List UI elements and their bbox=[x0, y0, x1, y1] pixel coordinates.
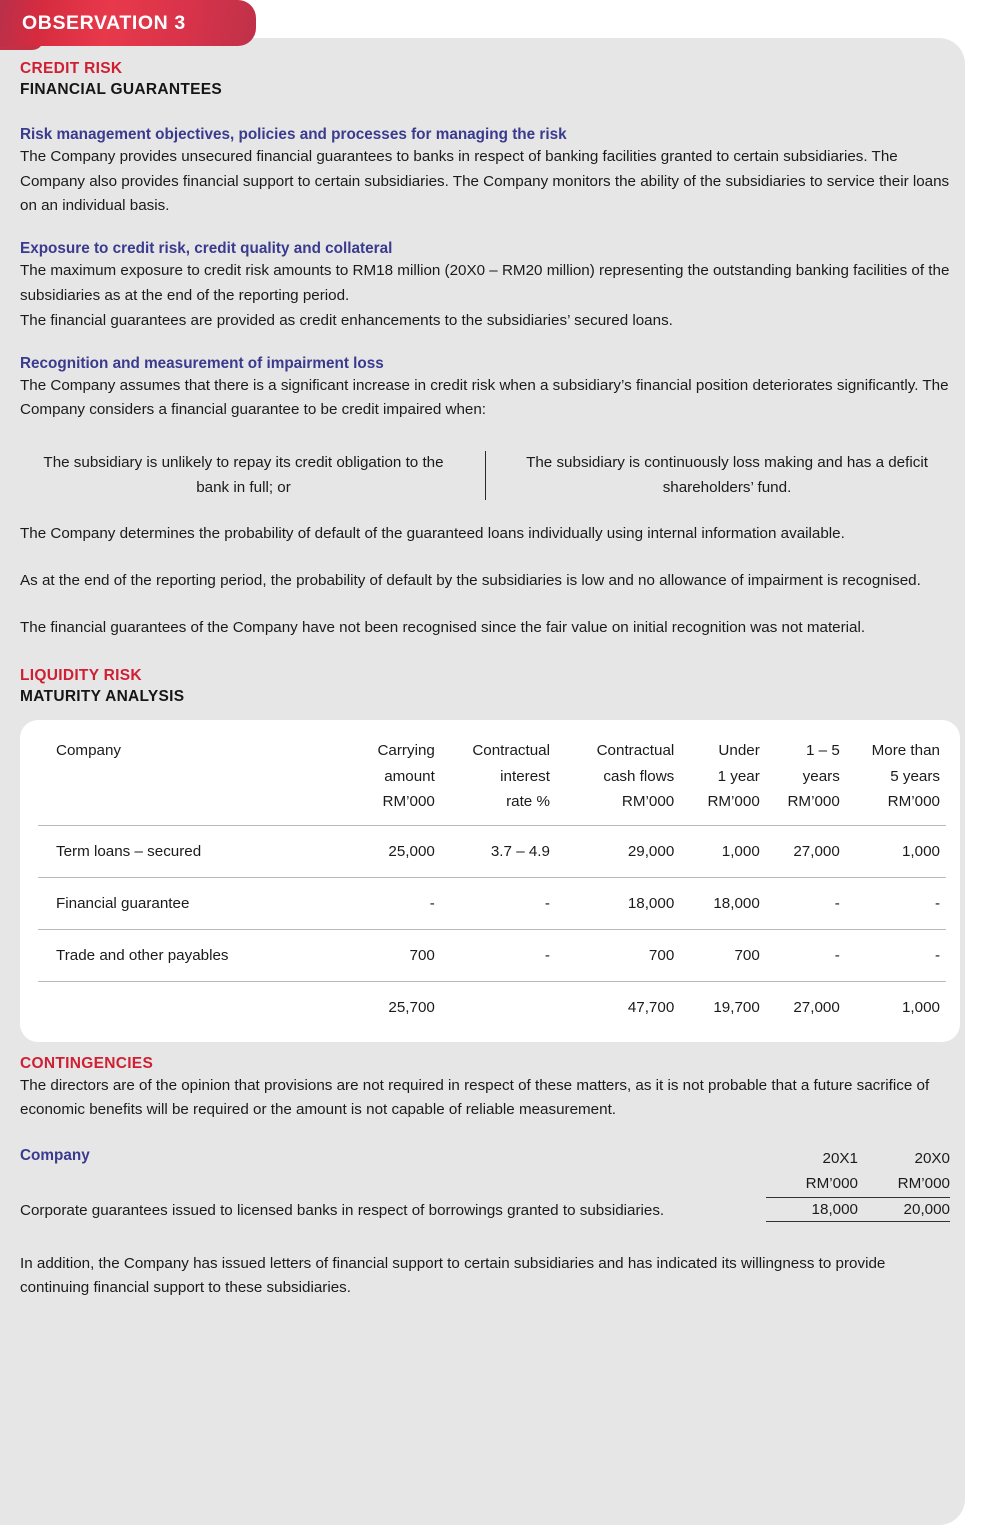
spacer bbox=[20, 640, 950, 667]
contingencies-year-1-label: 20X1 bbox=[822, 1149, 858, 1167]
header-1-to-5-years bbox=[766, 738, 846, 815]
contingencies-section bbox=[20, 1055, 950, 1301]
observation-tab bbox=[0, 0, 256, 46]
impairment-loss-heading: Recognition and measurement of impairment loss bbox=[20, 354, 384, 372]
no-allowance-paragraph: As at the end of the reporting period, the probability of default by the subsidiaries is low and no allowance of impairment is recognised. bbox=[20, 571, 921, 589]
table-header-row bbox=[38, 738, 946, 815]
contingencies-year-0-label: 20X0 bbox=[914, 1149, 950, 1167]
header-rule-cell bbox=[38, 815, 946, 826]
header-carrying-amount-line2: amount bbox=[384, 767, 435, 785]
row-cash-flows: 29,000 bbox=[627, 842, 675, 860]
spacer bbox=[20, 334, 950, 355]
spacer bbox=[20, 594, 950, 615]
contingencies-value-0: 20,000 bbox=[903, 1201, 950, 1219]
contingencies-table-header bbox=[20, 1147, 950, 1196]
maturity-analysis-card bbox=[20, 720, 960, 1042]
row-label: Financial guarantee bbox=[38, 877, 327, 929]
contingencies-year-0 bbox=[858, 1147, 950, 1196]
row-interest-rate: - bbox=[441, 877, 556, 929]
header-cash-flows-line1: Contractual bbox=[596, 742, 675, 760]
spacer bbox=[20, 99, 950, 126]
total-1-to-5-years: 27,000 bbox=[766, 981, 846, 1020]
row-label: Term loans – secured bbox=[56, 842, 202, 860]
row-under-1-year: 700 bbox=[680, 929, 766, 981]
contingencies-table bbox=[20, 1147, 950, 1224]
total-carrying-amount: 25,700 bbox=[327, 981, 440, 1020]
contingencies-year-1-unit: RM’000 bbox=[805, 1174, 858, 1192]
table-total-row bbox=[38, 981, 946, 1020]
contingencies-company-label: Company bbox=[20, 1146, 90, 1164]
header-cash-flows-line2: cash flows bbox=[603, 767, 675, 785]
row-carrying-amount: 25,000 bbox=[388, 842, 435, 860]
row-more-than-5-years: - bbox=[846, 877, 946, 929]
spacer bbox=[20, 547, 950, 568]
header-under-1-year-line1: Under bbox=[718, 742, 760, 760]
exposure-to-credit-risk-heading: Exposure to credit risk, credit quality and collateral bbox=[20, 239, 393, 257]
table-row bbox=[38, 877, 946, 929]
contingencies-item-values bbox=[766, 1197, 950, 1222]
liquidity-risk-heading: LIQUIDITY RISK bbox=[20, 667, 142, 685]
callout-condition-right: The subsidiary is continuously loss making and has a deficit shareholders’ fund. bbox=[485, 451, 950, 500]
row-carrying-amount: - bbox=[327, 877, 440, 929]
observation-content bbox=[20, 60, 950, 1301]
row-interest-rate: 3.7 – 4.9 bbox=[490, 842, 550, 860]
fair-value-paragraph: The financial guarantees of the Company have not been recognised since the fair value on initial recognition was not material. bbox=[20, 618, 866, 636]
header-carrying-amount-line3: RM’000 bbox=[382, 793, 435, 811]
header-interest-rate-line1: Contractual bbox=[472, 742, 550, 760]
header-1-to-5-years-line2: years bbox=[802, 767, 840, 785]
spacer bbox=[20, 219, 950, 240]
spacer bbox=[20, 1224, 950, 1251]
contingencies-heading: CONTINGENCIES bbox=[20, 1054, 154, 1072]
contingencies-year-headers bbox=[766, 1147, 950, 1196]
contingencies-year-1 bbox=[766, 1147, 858, 1196]
total-under-1-year: 19,700 bbox=[680, 981, 766, 1020]
row-interest-rate: - bbox=[441, 929, 556, 981]
total-label bbox=[38, 981, 327, 1020]
probability-of-default-paragraph: The Company determines the probability of default of the guaranteed loans individually using internal information available. bbox=[20, 525, 845, 543]
row-more-than-5-years: 1,000 bbox=[901, 842, 940, 860]
header-interest-rate-line3: rate % bbox=[506, 793, 550, 811]
total-cash-flows: 47,700 bbox=[556, 981, 680, 1020]
row-under-1-year: 18,000 bbox=[680, 877, 766, 929]
credit-impaired-callout bbox=[20, 451, 950, 500]
row-cash-flows: 18,000 bbox=[556, 877, 680, 929]
contingencies-body: The directors are of the opinion that provisions are not required in respect of these matters, as it is not probable that a future sacrifice of economic benefits will be required or the amount is not capable of reliable measurement. bbox=[20, 1076, 930, 1119]
header-more-than-5-years-line2: 5 years bbox=[890, 767, 940, 785]
header-1-to-5-years-line1: 1 – 5 bbox=[806, 742, 840, 760]
contingencies-value-1: 18,000 bbox=[811, 1201, 858, 1219]
maturity-analysis-table bbox=[38, 738, 946, 1020]
header-company bbox=[38, 738, 327, 815]
callout-condition-left: The subsidiary is unlikely to repay its credit obligation to the bank in full; or bbox=[43, 454, 444, 496]
total-more-than-5-years: 1,000 bbox=[846, 981, 946, 1020]
impairment-loss-body: The Company assumes that there is a significant increase in credit risk when a subsidiary’s financial position deteriorates significantly. The Company considers a financial guarantee to be credit impaired when: bbox=[20, 376, 949, 419]
credit-risk-section bbox=[20, 60, 950, 640]
spacer bbox=[20, 1042, 950, 1055]
table-row bbox=[38, 825, 946, 877]
financial-guarantees-heading: FINANCIAL GUARANTEES bbox=[20, 81, 223, 98]
header-interest-rate-line2: interest bbox=[500, 767, 550, 785]
total-interest-rate bbox=[441, 981, 556, 1020]
header-cash-flows bbox=[556, 738, 680, 815]
row-carrying-amount: 700 bbox=[327, 929, 440, 981]
exposure-to-credit-risk-body-1: The maximum exposure to credit risk amounts to RM18 million (20X0 – RM20 million) representing the outstanding banking facilities of the subsidiaries as at the end of the reporting period. bbox=[20, 261, 950, 304]
contingencies-footer: In addition, the Company has issued letters of financial support to certain subsidiaries and has indicated its willingness to provide continuing financial support to these subsidiaries. bbox=[20, 1254, 886, 1297]
row-under-1-year: 1,000 bbox=[721, 842, 760, 860]
row-label: Trade and other payables bbox=[38, 929, 327, 981]
header-more-than-5-years bbox=[846, 738, 946, 815]
contingencies-table-row bbox=[20, 1199, 950, 1224]
header-under-1-year bbox=[680, 738, 766, 815]
contingencies-year-0-unit: RM’000 bbox=[897, 1174, 950, 1192]
header-more-than-5-years-line1: More than bbox=[871, 742, 940, 760]
liquidity-risk-section bbox=[20, 667, 950, 1042]
header-under-1-year-line2: 1 year bbox=[717, 767, 760, 785]
spacer bbox=[20, 508, 950, 521]
row-1-to-5-years: 27,000 bbox=[793, 842, 840, 860]
row-more-than-5-years: - bbox=[846, 929, 946, 981]
risk-management-objectives-body: The Company provides unsecured financial guarantees to banks in respect of banking facilities granted to certain subsidiaries. The Company also provides financial support to certain subsidiaries. The Company monitors the ability of the subsidiaries to service their loans on an individual basis. bbox=[20, 148, 950, 215]
row-1-to-5-years: - bbox=[766, 929, 846, 981]
header-company-line1: Company bbox=[56, 742, 121, 760]
risk-management-objectives-heading: Risk management objectives, policies and processes for managing the risk bbox=[20, 126, 567, 143]
header-carrying-amount-line1: Carrying bbox=[377, 742, 435, 760]
header-interest-rate bbox=[441, 738, 556, 815]
observation-tab-label: OBSERVATION 3 bbox=[22, 11, 186, 34]
header-cash-flows-line3: RM’000 bbox=[621, 793, 675, 811]
table-row bbox=[38, 929, 946, 981]
header-more-than-5-years-line3: RM’000 bbox=[887, 793, 940, 811]
row-1-to-5-years: - bbox=[766, 877, 846, 929]
contingencies-item-text: Corporate guarantees issued to licensed banks in respect of borrowings granted to subsidiaries. bbox=[20, 1202, 665, 1220]
header-carrying-amount bbox=[327, 738, 440, 815]
header-under-1-year-line3: RM’000 bbox=[707, 793, 760, 811]
header-1-to-5-years-line3: RM’000 bbox=[787, 793, 840, 811]
credit-risk-heading: CREDIT RISK bbox=[20, 60, 123, 77]
table-header-rule bbox=[38, 815, 946, 826]
maturity-analysis-heading: MATURITY ANALYSIS bbox=[20, 688, 185, 706]
exposure-to-credit-risk-body-2: The financial guarantees are provided as credit enhancements to the subsidiaries’ secured loans. bbox=[20, 312, 673, 330]
row-cash-flows: 700 bbox=[556, 929, 680, 981]
